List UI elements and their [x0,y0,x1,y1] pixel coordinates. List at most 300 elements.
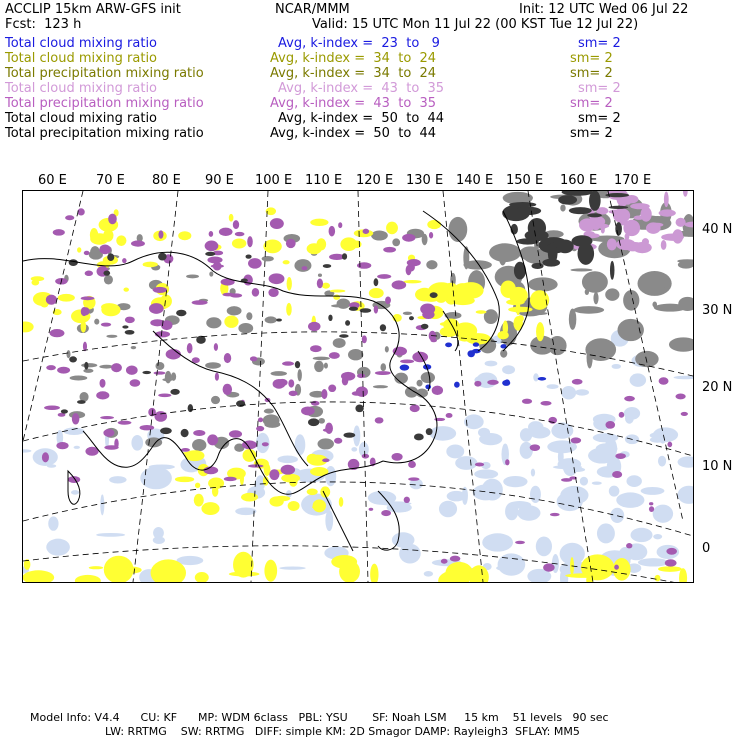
dark-blob [84,362,88,370]
purple-blob [215,373,219,381]
purple-blob [46,295,57,305]
gray-blob [294,259,311,272]
dark-blob [342,253,347,260]
dark-blob [558,195,577,204]
purple-blob [154,371,166,374]
yellow-blob [440,322,451,326]
dark-blob [160,427,172,434]
gray-blob [637,271,671,296]
dark-blob [176,310,186,316]
purple-blob [612,471,622,478]
dark-blob [196,336,206,344]
yellow-blob [77,247,81,252]
light-blue-blob [474,469,498,478]
dark-blob [69,259,78,266]
light-purple-blob [642,238,649,245]
purple-blob [233,220,239,229]
purple-blob [308,322,321,331]
purple-blob [44,405,60,410]
purple-blob [400,359,414,363]
light-blue-blob [626,475,641,487]
dark-blob [426,428,433,435]
light-blue-blob [482,479,503,501]
light-blue-blob [502,365,515,374]
purple-blob [111,363,122,372]
yellow-blob [452,283,473,302]
gray-blob [297,369,301,381]
purple-blob [256,426,264,431]
gray-blob [70,375,88,380]
purple-blob [665,559,677,566]
light-blue-blob [653,534,662,539]
purple-blob [322,458,329,462]
purple-blob [329,352,340,359]
purple-blob [203,467,218,475]
gray-blob [371,230,388,240]
light-blue-blob [641,487,665,495]
lon-label-9: 150 E [506,173,544,188]
purple-blob [572,379,583,385]
light-blue-blob [674,376,693,380]
purple-blob [99,244,110,254]
dark-blob [569,207,592,214]
light-blue-blob [580,477,588,486]
purple-blob [100,416,114,419]
gray-blob [385,346,389,352]
dark-blob [122,325,128,328]
gray-blob [421,372,435,383]
yellow-blob [313,499,326,512]
gray-blob [669,337,693,351]
gray-blob [238,323,253,333]
gray-blob [264,409,274,414]
light-purple-blob [664,192,669,208]
light-purple-blob [683,191,688,197]
light-blue-blob [140,467,172,489]
gray-blob [635,351,658,367]
light-blue-blob [596,443,618,454]
light-blue-blob [533,373,538,381]
purple-blob [82,307,90,315]
light-blue-blob [593,433,619,442]
light-blue-blob [399,544,421,564]
light-blue-blob [446,444,464,458]
purple-blob [543,563,554,571]
light-blue-blob [624,407,640,420]
purple-blob [334,438,342,444]
purple-blob [224,353,231,363]
light-purple-blob [593,226,600,230]
purple-blob [81,296,95,300]
purple-blob [270,218,284,229]
purple-blob [153,287,167,293]
gray-blob [83,369,93,373]
purple-blob [391,453,402,461]
yellow-blob [243,449,257,462]
yellow-blob [565,573,600,578]
dark-blob [380,324,386,331]
dark-blob [374,278,379,286]
dark-blob [339,334,349,338]
light-blue-blob [351,447,357,452]
legend-name-5: Total cloud mixing ratio [5,111,158,126]
purple-blob [329,226,336,237]
purple-blob [619,412,625,418]
purple-blob [42,452,49,462]
lon-label-4: 100 E [255,173,293,188]
purple-blob [626,543,632,548]
gray-blob [246,312,252,320]
light-blue-blob [597,523,615,543]
gray-blob [186,274,199,278]
gray-blob [587,347,593,369]
light-blue-blob [279,567,305,570]
purple-blob [219,228,233,236]
yellow-blob [307,243,322,254]
yellow-blob [274,496,291,502]
purple-blob [250,356,257,361]
light-blue-blob [592,481,602,484]
light-purple-blob [646,222,661,233]
yellow-blob [509,287,528,304]
purple-blob [108,214,117,225]
purple-blob [338,222,342,228]
dark-blob [188,404,193,412]
dark-blob [142,371,151,374]
legend-sm-2: sm= 2 [570,66,613,81]
gray-blob [81,363,97,367]
light-blue-blob [63,427,84,435]
gray-blob [422,234,428,245]
purple-blob [158,393,171,397]
legend-desc-0: Avg, k-index = 23 to 9 [278,36,440,51]
dark-blob [430,292,438,298]
purple-blob [281,465,295,475]
yellow-blob [339,560,360,582]
blue-blob [445,342,452,347]
purple-blob [659,377,669,385]
purple-blob [235,232,245,236]
gray-blob [211,396,220,404]
lat-label-4: 0 [702,541,711,556]
map-panel [22,190,694,583]
purple-blob [223,293,235,297]
gray-blob [605,288,619,300]
dark-blob [578,242,595,264]
purple-blob [375,417,384,423]
light-blue-blob [109,476,126,483]
purple-blob [357,374,365,378]
light-blue-blob [485,361,498,367]
gray-blob [265,316,277,323]
gray-blob [206,317,221,328]
gray-blob [593,292,598,304]
light-purple-blob [624,198,631,205]
yellow-blob [333,295,340,300]
purple-blob [614,565,619,570]
light-blue-blob [47,464,56,467]
dark-blob [349,307,358,311]
dark-blob [610,261,615,280]
dark-blob [587,213,602,217]
yellow-blob [194,494,204,507]
legend-sm-0: sm= 2 [578,36,621,51]
purple-blob [269,273,285,284]
purple-blob [302,266,308,270]
light-blue-blob [678,486,693,504]
yellow-blob [330,289,346,292]
purple-blob [530,444,540,451]
light-blue-blob [508,501,531,509]
purple-blob [268,288,278,297]
light-blue-blob [235,507,256,515]
purple-blob [100,379,106,388]
purple-blob [282,361,294,365]
purple-blob [429,232,433,238]
purple-blob [288,379,294,387]
light-blue-blob [536,536,552,556]
yellow-blob [655,575,661,582]
gray-blob [380,363,386,371]
gray-blob [652,302,657,308]
purple-blob [193,430,205,436]
gray-blob [318,418,325,424]
purple-blob [667,442,672,448]
valid-time: Valid: 15 UTC Mon 11 Jul 22 (00 KST Tue 12 Jul 22) [312,17,639,32]
light-blue-blob [100,494,104,515]
purple-blob [408,477,419,480]
dark-blob [170,389,179,395]
light-blue-blob [630,373,646,387]
light-blue-blob [23,449,31,452]
purple-blob [223,384,232,395]
light-blue-blob [71,490,79,495]
yellow-blob [310,219,328,226]
dark-blob [246,255,252,259]
purple-blob [675,393,685,399]
light-purple-blob [627,247,638,251]
purple-blob [214,343,218,351]
purple-blob [328,384,336,392]
purple-blob [649,502,653,505]
blue-blob [473,342,479,346]
purple-blob [404,497,410,503]
yellow-blob [89,566,103,569]
purple-blob [325,423,333,434]
purple-blob [85,271,93,277]
gray-blob [528,277,558,291]
purple-blob [571,437,581,443]
purple-blob [77,208,84,215]
purple-blob [131,240,145,246]
gray-blob [654,304,687,312]
light-purple-blob [601,226,605,233]
light-blue-blob [561,386,576,400]
yellow-blob [340,237,357,251]
purple-blob [166,349,181,360]
purple-blob [262,442,269,446]
gray-blob [318,438,334,449]
purple-blob [369,508,374,511]
dark-blob [107,253,114,261]
yellow-blob [123,288,128,292]
dark-blob [181,429,189,437]
light-blue-blob [277,456,297,464]
lon-label-3: 90 E [205,173,234,188]
light-blue-blob [429,426,456,441]
purple-blob [57,367,70,374]
dark-blob [328,315,332,321]
gray-blob [106,335,117,338]
purple-blob [56,442,68,449]
gray-blob [314,361,324,372]
purple-blob [50,329,65,337]
light-blue-blob [368,491,396,505]
lon-label-8: 140 E [456,173,494,188]
gray-blob [262,256,274,261]
purple-blob [681,412,688,416]
legend-name-2: Total precipitation mixing ratio [5,66,204,81]
light-blue-blob [554,428,559,435]
light-blue-blob [74,446,80,449]
purple-blob [289,391,298,396]
institution-label: NCAR/MMM [275,2,350,17]
light-blue-blob [455,456,477,470]
purple-blob [229,430,242,437]
purple-blob [248,258,262,269]
light-blue-blob [149,464,175,469]
gray-blob [631,321,637,340]
yellow-blob [287,277,292,290]
yellow-blob [90,233,108,244]
purple-blob [154,411,167,422]
purple-blob [207,257,222,264]
yellow-blob [41,303,48,308]
legend-sm-1: sm= 2 [570,51,613,66]
light-blue-blob [153,527,164,539]
gray-blob [66,350,70,358]
purple-blob [362,335,367,343]
purple-blob [352,391,363,396]
purple-blob [269,469,279,480]
gray-blob [270,371,287,376]
yellow-blob [283,260,290,264]
legend-desc-6: Avg, k-index = 50 to 44 [270,126,437,141]
gray-blob [569,309,577,330]
light-blue-blob [612,364,621,369]
light-purple-blob [661,240,667,250]
lon-label-7: 130 E [406,173,444,188]
blue-blob [504,379,509,384]
light-blue-blob [658,456,666,467]
light-blue-blob [531,469,535,477]
purple-blob [540,401,551,406]
purple-blob [130,379,141,387]
dark-blob [323,264,332,268]
yellow-blob [195,572,209,582]
light-blue-blob [678,456,693,467]
purple-blob [122,258,126,263]
light-blue-blob [498,553,526,575]
yellow-blob [281,474,300,483]
light-blue-blob [616,492,644,507]
light-blue-blob [424,571,433,577]
lat-label-3: 10 N [702,459,733,474]
legend-desc-2: Avg, k-index = 34 to 24 [270,66,437,81]
purple-blob [666,548,677,555]
legend-sm-3: sm= 2 [578,81,621,96]
lat-label-2: 20 N [702,380,733,395]
gray-blob [165,371,172,383]
dark-blob [515,207,541,215]
gray-blob [209,271,213,276]
blue-blob [538,377,546,381]
yellow-blob [658,566,682,572]
gray-blob [131,346,136,349]
dark-blob [308,418,319,426]
dark-blob [77,400,86,404]
purple-blob [432,386,443,395]
purple-blob [103,429,114,437]
dark-blob [276,318,282,321]
dark-blob [409,316,414,320]
gray-blob [318,274,322,277]
model-info-line1: Model Info: V4.4 CU: KF MP: WDM 6class PBL: YSU SF: Noah LSM 15 km 51 levels 90 sec [30,711,609,724]
gray-blob [155,362,164,370]
light-blue-shading [23,330,693,582]
gray-blob [94,319,99,325]
purple-blob [114,439,118,449]
legend-name-4: Total precipitation mixing ratio [5,96,204,111]
light-blue-blob [295,434,306,455]
purple-blob [363,229,370,234]
light-blue-blob [496,565,524,572]
lon-label-1: 70 E [96,173,125,188]
yellow-blob [178,231,191,240]
purple-blob [522,399,532,404]
gray-blob [313,357,330,361]
legend-name-3: Total cloud mixing ratio [5,81,158,96]
lat-label-0: 40 N [702,222,733,237]
light-blue-blob [650,432,674,439]
gray-blob [192,439,206,451]
model-info-line2: LW: RRTMG SW: RRTMG DIFF: simple KM: 2D Smagor DAMP: Rayleigh3 SFLAY: MM5 [105,725,580,738]
purple-blob [158,230,163,238]
gray-blob [104,275,113,284]
purple-blob [149,303,164,314]
dark-blob [509,202,536,207]
dark-blob [414,434,424,441]
yellow-blob [229,214,234,222]
yellow-blob [195,483,200,488]
purple-blob [450,556,460,562]
dark-blob [158,253,167,261]
light-purple-blob [659,209,676,216]
dark-blob [295,361,300,368]
yellow-blob [497,331,508,339]
dark-blob [531,263,543,269]
yellow-blob [370,564,378,582]
dark-blob [355,405,363,413]
dark-blob [69,356,77,362]
gray-blob [227,306,242,315]
yellow-blob [288,501,300,511]
purple-blob [321,389,327,399]
purple-blob [362,454,369,459]
yellow-blob [534,297,538,308]
yellow-blob [23,321,34,332]
light-purple-blob [676,218,686,227]
